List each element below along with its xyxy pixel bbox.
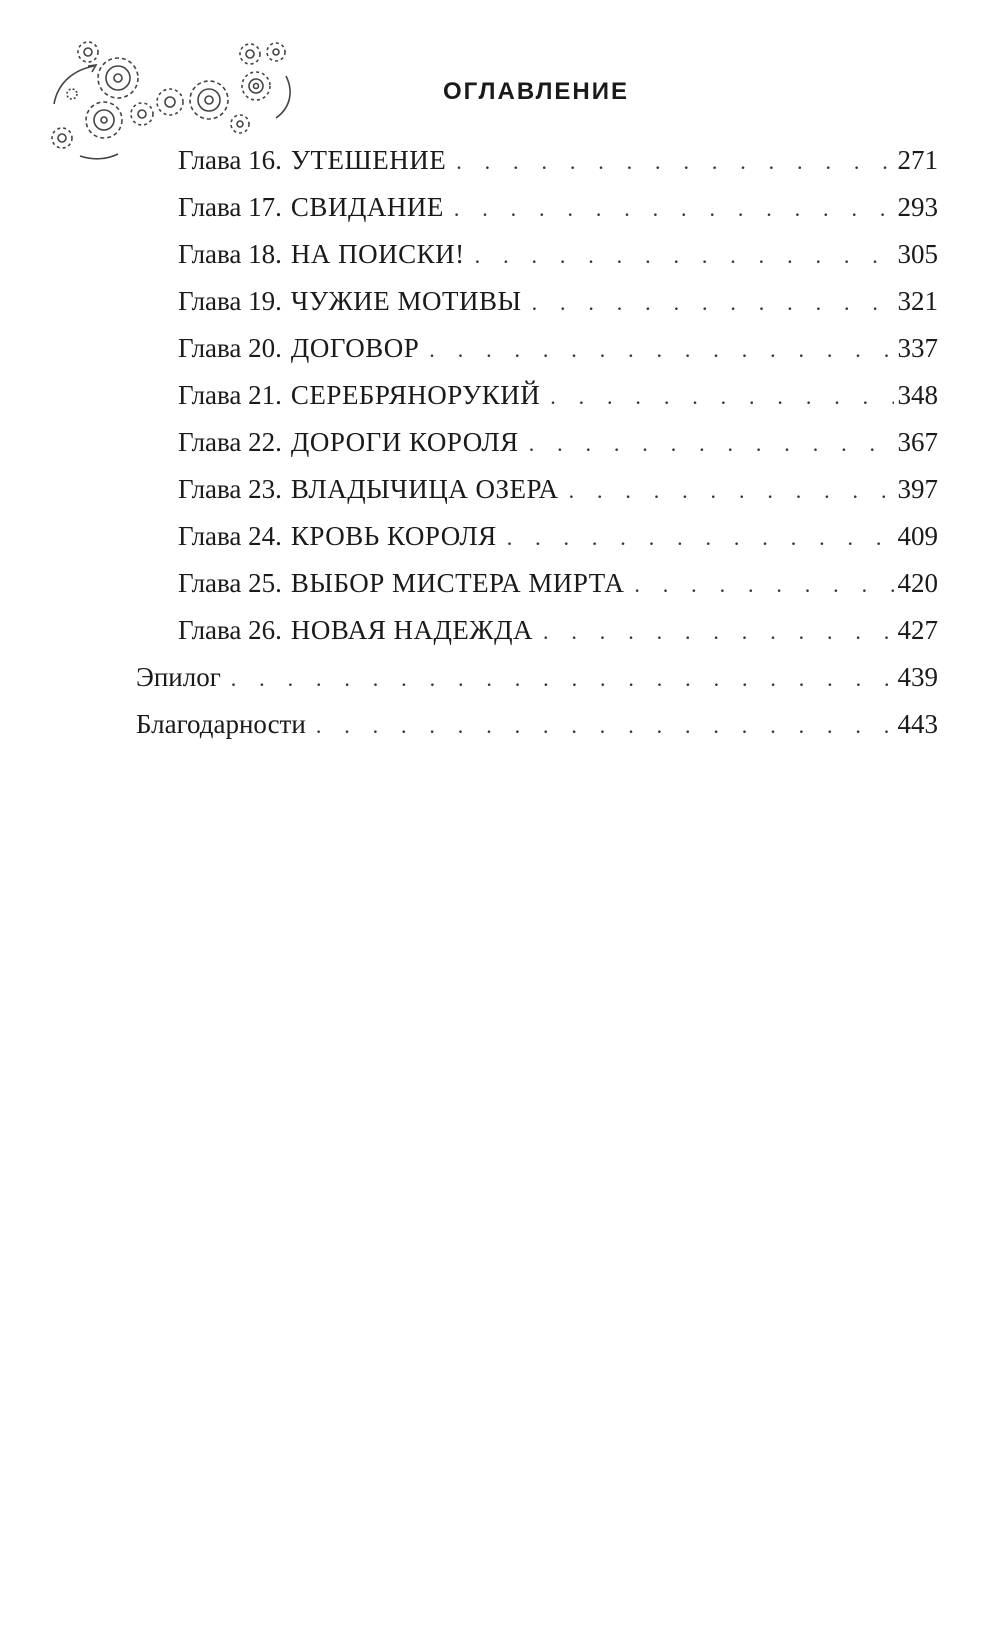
dot-leader <box>429 330 893 370</box>
toc-entry[interactable] <box>178 328 938 368</box>
toc-entry[interactable] <box>178 516 938 556</box>
chapter-number: Глава 24. <box>178 521 282 551</box>
dot-leader <box>543 612 894 652</box>
chapter-number: Глава 16. <box>178 145 282 175</box>
chapter-title: НА ПОИСКИ! <box>290 239 465 269</box>
gear-icon <box>231 115 249 133</box>
chapter-title: СЕРЕБРЯНОРУКИЙ <box>290 380 541 410</box>
chapter-number: Глава 22. <box>178 427 282 457</box>
toc-entry[interactable] <box>178 422 938 462</box>
toc-entry[interactable] <box>178 281 938 321</box>
dot-leader <box>456 142 893 182</box>
chapter-title: НОВАЯ НАДЕЖДА <box>290 615 533 645</box>
page-number: 367 <box>897 427 938 457</box>
arrow-icon <box>80 154 118 159</box>
dot-leader <box>316 706 894 746</box>
chapter-title: УТЕШЕНИЕ <box>290 145 447 175</box>
chapter-title: СВИДАНИЕ <box>290 192 444 222</box>
page-number: 420 <box>897 568 938 598</box>
chapter-number: Глава 26. <box>178 615 282 645</box>
chapter-number: Глава 25. <box>178 568 282 598</box>
chapter-title: КРОВЬ КОРОЛЯ <box>290 521 497 551</box>
toc-entry[interactable] <box>178 234 938 274</box>
chapter-number: Глава 20. <box>178 333 282 363</box>
gear-icon <box>78 42 98 62</box>
chapter-title: ДОРОГИ КОРОЛЯ <box>290 427 519 457</box>
dot-leader <box>454 189 894 229</box>
chapter-number: Глава 18. <box>178 239 282 269</box>
gear-icon <box>240 44 260 64</box>
dot-leader <box>475 236 894 276</box>
dot-leader <box>529 424 894 464</box>
toc-entry[interactable] <box>178 187 938 227</box>
page-number: 293 <box>897 192 938 222</box>
toc-entry-epilogue[interactable] <box>136 657 938 697</box>
page-number: 271 <box>897 145 938 175</box>
dot-leader <box>532 283 894 323</box>
toc-entry-acknowledgements[interactable] <box>136 704 938 744</box>
toc-entry[interactable] <box>178 469 938 509</box>
page-number: 321 <box>897 286 938 316</box>
toc-entry[interactable] <box>178 610 938 650</box>
chapter-number: Глава 23. <box>178 474 282 504</box>
gear-icon <box>52 128 72 148</box>
dot-leader <box>550 377 893 417</box>
dot-leader <box>569 471 894 511</box>
page-number: 305 <box>897 239 938 269</box>
toc-entry[interactable] <box>178 563 938 603</box>
gear-icon <box>267 43 285 61</box>
section-title: Благодарности <box>136 709 306 739</box>
chapter-title: ДОГОВОР <box>290 333 420 363</box>
page-number: 427 <box>897 615 938 645</box>
toc-entry[interactable] <box>178 140 938 180</box>
page-number: 397 <box>897 474 938 504</box>
chapter-title: ВЫБОР МИСТЕРА МИРТА <box>290 568 625 598</box>
page-number: 337 <box>897 333 938 363</box>
dot-leader <box>507 518 894 558</box>
gear-icon <box>131 103 153 125</box>
page-title: ОГЛАВЛЕНИЕ <box>442 78 630 105</box>
dot-leader <box>231 659 894 699</box>
chapter-number: Глава 21. <box>178 380 282 410</box>
section-title: Эпилог <box>136 662 221 692</box>
chapter-number: Глава 19. <box>178 286 282 316</box>
page-number: 348 <box>897 380 938 410</box>
toc-entry[interactable] <box>178 375 938 415</box>
page-number: 439 <box>897 662 938 692</box>
page-number: 409 <box>897 521 938 551</box>
dot-leader <box>634 565 893 605</box>
arrow-icon <box>88 65 96 72</box>
chapter-title: ЧУЖИЕ МОТИВЫ <box>290 286 522 316</box>
chapter-title: ВЛАДЫЧИЦА ОЗЕРА <box>290 474 559 504</box>
gear-icon <box>86 102 122 138</box>
page-number: 443 <box>897 709 938 739</box>
chapter-number: Глава 17. <box>178 192 282 222</box>
